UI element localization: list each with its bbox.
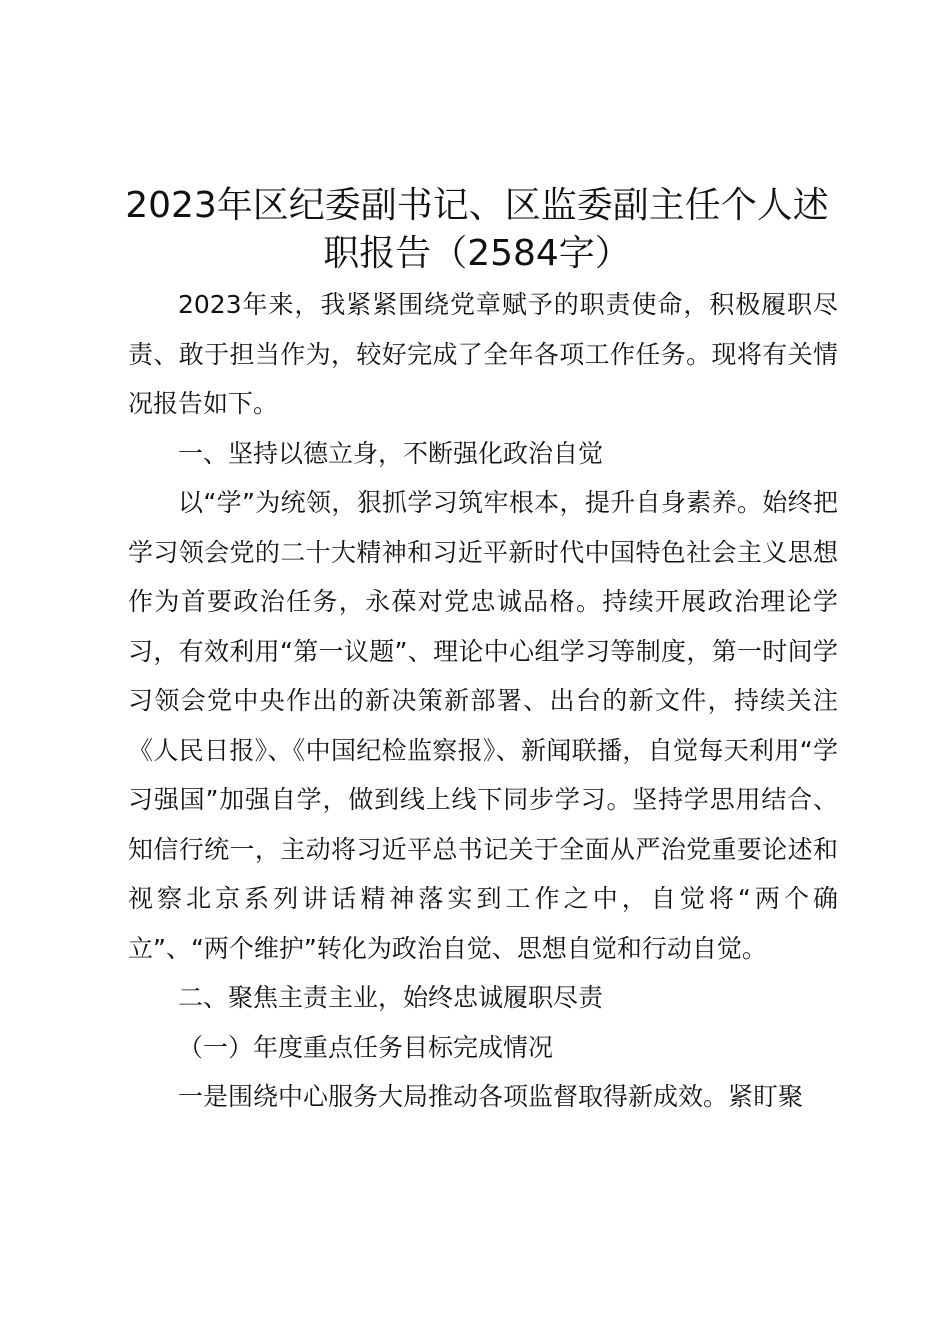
section-heading-2: 二、聚焦主责主业，始终忠诚履职尽责 (178, 983, 604, 1012)
subsection-heading-1: （一）年度重点任务目标完成情况 (178, 1032, 554, 1062)
subsection-1-paragraph: 一是围绕中心服务大局推动各项监督取得新成效。紧盯聚 (178, 1082, 804, 1111)
section-1-paragraph: 以“学”为统领，狠抓学习筑牢根本，提升自身素养。始终把学习领会党的二十大精神和习近平新时代中国特色社会主义思想作为首要政治任务，永葆对党忠诚品格。持续开展政治理论学习，有效利用“第一议题”、理论中心组学习等制度，第一时间学习领会党中央作出的新决策新部署、出台的新文件，持续关注《人民日报》、《中国纪检监察报》、新闻联播，自觉每天利用“学习强国”加强自学，做到线上线下同步学习。坚持学思用结合、知信行统一，主动将习近平总书记关于全面从严治党重要论述和视察北京系列讲话精神落实到工作之中，自觉将“两个确立”、“两个维护”转化为政治自觉、思想自觉和行动自觉。 (128, 488, 838, 963)
document-title: 2023年区纪委副书记、区监委副主任个人述职报告（2584字） (125, 185, 829, 274)
document-body (128, 280, 838, 1122)
section-heading-1: 一、坚持以德立身，不断强化政治自觉 (178, 438, 604, 468)
intro-paragraph: 2023年来，我紧紧围绕党章赋予的职责使命，积极履职尽责、敢于担当作为，较好完成了全年各项工作任务。现将有关情况报告如下。 (128, 290, 838, 418)
